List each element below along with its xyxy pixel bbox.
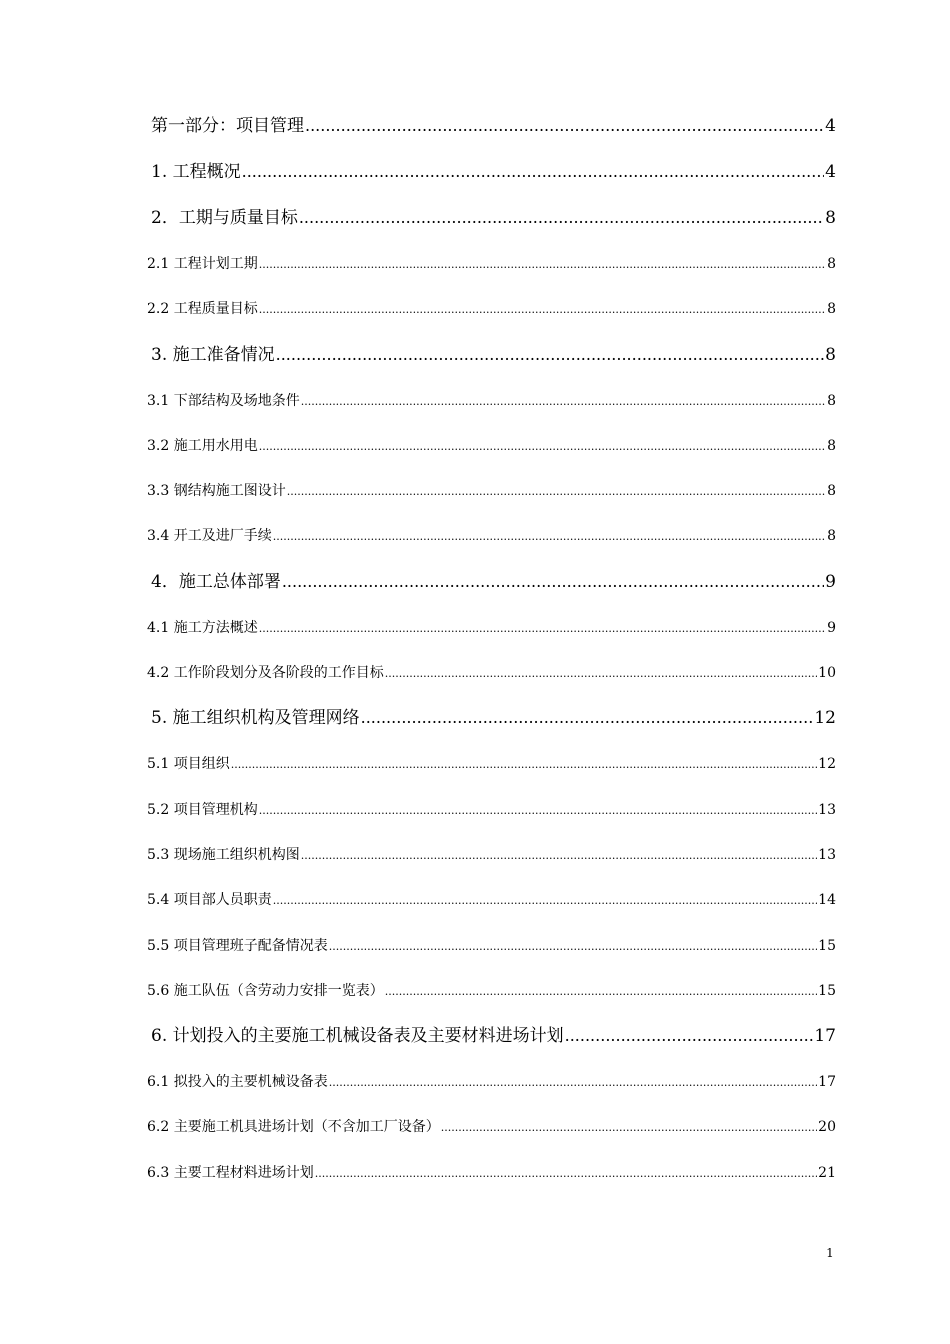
toc-entry-level2[interactable]: [147, 475, 836, 520]
dot-leader: [259, 431, 826, 463]
toc-entry-level1[interactable]: [147, 156, 836, 202]
dot-leader: [305, 110, 824, 142]
toc-entry-label: 5.6 施工队伍（含劳动力安排一览表）: [147, 982, 384, 999]
toc-entry-page-number: 15: [818, 982, 836, 999]
toc-entry-level2[interactable]: [147, 657, 836, 702]
toc-entry-level2[interactable]: [147, 1157, 836, 1202]
toc-entry-level2[interactable]: [147, 794, 836, 839]
toc-entry-level2[interactable]: [147, 839, 836, 884]
toc-entry-label: 5.4 项目部人员职责: [147, 892, 272, 909]
toc-entry-level2[interactable]: [147, 430, 836, 475]
toc-entry-label: 2.2 工程质量目标: [147, 301, 258, 318]
toc-entry-level2[interactable]: [147, 612, 836, 657]
toc-entry-page-number: 17: [818, 1074, 836, 1091]
toc-entry-page-number: 8: [827, 528, 836, 545]
toc-entry-level1[interactable]: [147, 110, 836, 156]
toc-entry-page-number: 10: [818, 665, 836, 682]
toc-entry-page-number: 4: [825, 116, 836, 136]
toc-entry-page-number: 12: [814, 708, 836, 729]
toc-entry-label: 4．施工总体部署: [151, 571, 281, 592]
toc-entry-label: 4.1 施工方法概述: [147, 619, 258, 636]
toc-entry-page-number: 8: [827, 301, 836, 318]
toc-entry-label: 5.2 项目管理机构: [147, 801, 258, 818]
dot-leader: [282, 566, 824, 598]
toc-entry-label: 5. 施工组织机构及管理网络: [151, 708, 360, 729]
dot-leader: [301, 386, 826, 418]
dot-leader: [385, 658, 817, 690]
toc-entry-label: 6.3 主要工程材料进场计划: [147, 1164, 314, 1181]
toc-entry-level2[interactable]: [147, 1066, 836, 1111]
dot-leader: [259, 294, 826, 326]
toc-entry-page-number: 9: [825, 571, 836, 592]
toc-entry-level2[interactable]: [147, 884, 836, 929]
toc-entry-label: 2．工期与质量目标: [151, 208, 298, 228]
dot-leader: [231, 749, 817, 781]
toc-entry-label: 5.5 项目管理班子配备情况表: [147, 937, 328, 954]
page-number: 1: [826, 1246, 834, 1260]
toc-entry-page-number: 4: [825, 162, 836, 182]
toc-entry-label: 6.1 拟投入的主要机械设备表: [147, 1074, 328, 1091]
toc-entry-page-number: 8: [827, 256, 836, 272]
dot-leader: [276, 339, 825, 371]
toc-entry-page-number: 9: [827, 619, 836, 636]
dot-leader: [273, 885, 817, 917]
toc-entry-label: 3.1 下部结构及场地条件: [147, 392, 300, 409]
toc-entry-level1[interactable]: [147, 702, 836, 748]
toc-entry-page-number: 12: [818, 756, 836, 773]
toc-entry-label: 1. 工程概况: [151, 162, 241, 182]
toc-entry-label: 6. 计划投入的主要施工机械设备表及主要材料进场计划: [151, 1026, 564, 1047]
toc-entry-label: 5.1 项目组织: [147, 756, 230, 773]
dot-leader: [273, 521, 826, 553]
toc-entry-page-number: 8: [825, 208, 836, 228]
toc-entry-level2[interactable]: [147, 930, 836, 975]
dot-leader: [259, 795, 817, 827]
toc-entry-label: 3.4 开工及进厂手续: [147, 528, 272, 545]
toc-entry-level2[interactable]: [147, 293, 836, 338]
toc-entry-page-number: 13: [818, 846, 836, 863]
toc-entry-page-number: 17: [814, 1026, 836, 1047]
dot-leader: [259, 249, 826, 281]
toc-entry-level1[interactable]: [147, 1020, 836, 1066]
toc-entry-level1[interactable]: [147, 339, 836, 385]
dot-leader: [361, 702, 814, 734]
dot-leader: [329, 931, 817, 963]
toc-entry-level2[interactable]: [147, 248, 836, 293]
toc-entry-level2[interactable]: [147, 748, 836, 793]
dot-leader: [259, 613, 826, 645]
toc-entry-level2[interactable]: [147, 520, 836, 565]
toc-entry-page-number: 14: [818, 892, 836, 909]
toc-entry-level2[interactable]: [147, 385, 836, 430]
toc-entry-page-number: 21: [818, 1164, 836, 1181]
dot-leader: [315, 1158, 817, 1190]
dot-leader: [441, 1112, 817, 1144]
toc-entry-label: 5.3 现场施工组织机构图: [147, 846, 300, 863]
toc-entry-page-number: 8: [827, 483, 836, 500]
table-of-contents: [147, 110, 836, 1202]
dot-leader: [329, 1067, 817, 1099]
toc-entry-level1[interactable]: [147, 202, 836, 248]
dot-leader: [301, 840, 817, 872]
dot-leader: [242, 156, 825, 188]
dot-leader: [385, 976, 817, 1008]
toc-entry-page-number: 15: [818, 937, 836, 954]
toc-entry-label: 3.2 施工用水用电: [147, 437, 258, 454]
toc-entry-label: 第一部分：项目管理: [151, 116, 304, 136]
toc-entry-level1[interactable]: [147, 566, 836, 612]
toc-entry-label: 3. 施工准备情况: [151, 344, 275, 365]
toc-entry-label: 6.2 主要施工机具进场计划（不含加工厂设备）: [147, 1119, 440, 1136]
toc-entry-page-number: 8: [825, 344, 836, 365]
toc-entry-page-number: 20: [818, 1119, 836, 1136]
toc-entry-level2[interactable]: [147, 975, 836, 1020]
dot-leader: [565, 1020, 814, 1052]
toc-entry-page-number: 8: [827, 392, 836, 409]
toc-entry-page-number: 13: [818, 801, 836, 818]
toc-entry-label: 4.2 工作阶段划分及各阶段的工作目标: [147, 665, 384, 682]
toc-entry-label: 3.3 钢结构施工图设计: [147, 483, 286, 500]
toc-entry-label: 2.1 工程计划工期: [147, 256, 258, 272]
toc-entry-level2[interactable]: [147, 1111, 836, 1156]
dot-leader: [299, 202, 824, 234]
toc-entry-page-number: 8: [827, 437, 836, 454]
dot-leader: [287, 476, 826, 508]
